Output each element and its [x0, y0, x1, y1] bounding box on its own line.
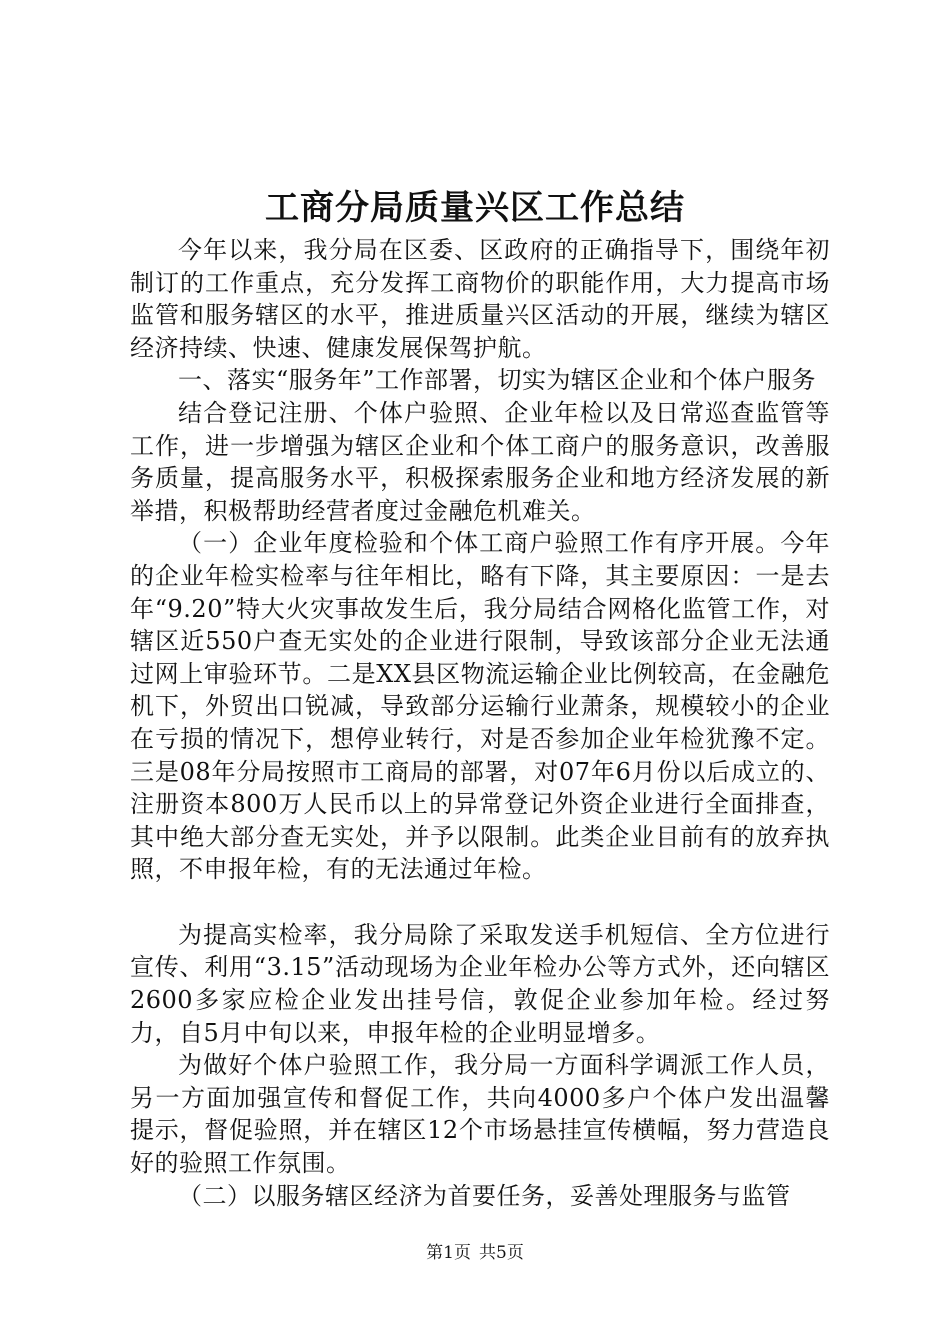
page-footer	[0, 1242, 950, 1264]
paragraph-service-overview: 结合登记注册、个体户验照、企业年检以及日常巡查监管等工作，进一步增强为辖区企业和个体工商户的服务意识，改善服务质量，提高服务水平，积极探索服务企业和地方经济发展的新举措，积极帮助经营者度过金融危机难关。	[130, 398, 830, 525]
paragraph-intro: 今年以来，我分局在区委、区政府的正确指导下，围绕年初制订的工作重点，充分发挥工商物价的职能作用，大力提高市场监管和服务辖区的水平，推进质量兴区活动的开展，继续为辖区经济持续、快速、健康发展保驾护航。	[130, 236, 830, 362]
document-body	[130, 234, 830, 1212]
page-number: 第1页	[426, 1243, 471, 1263]
page-total: 共5页	[479, 1243, 524, 1263]
paragraph-inspection-rate: 为提高实检率，我分局除了采取发送手机短信、全方位进行宣传、利用“3.15”活动现场为企业年检办公等方式外，还向辖区2600多家应检企业发出挂号信，敦促企业参加年检。经过努力，自5月中旬以来，申报年检的企业明显增多。	[130, 920, 830, 1047]
paragraph-annual-inspection: （一）企业年度检验和个体工商户验照工作有序开展。今年的企业年检实检率与往年相比，略有下降，其主要原因：一是去年“9.20”特大火灾事故发生后，我分局结合网格化监管工作，对辖区近550户查无实处的企业进行限制，导致该部分企业无法通过网上审验环节。二是XX县区物流运输企业比例较高，在金融危机下，外贸出口锐减，导致部分运输行业萧条，规模较小的企业在亏损的情况下，想停业转行，对是否参加企业年检犹豫不定。三是08年分局按照市工商局的部署，对07年6月份以后成立的、注册资本800万人民币以上的异常登记外资企业进行全面排查，其中绝大部分查无实处，并予以限制。此类企业目前有的放弃执照，不申报年检，有的无法通过年检。	[130, 529, 830, 884]
section-heading-1: 一、落实“服务年”工作部署，切实为辖区企业和个体户服务	[178, 366, 817, 395]
paragraph-license-check: 为做好个体户验照工作，我分局一方面科学调派工作人员，另一方面加强宣传和督促工作，共向4000多户个体户发出温馨提示，督促验照，并在辖区12个市场悬挂宣传横幅，努力营造良好的验照工作氛围。	[130, 1051, 830, 1178]
document-title: 工商分局质量兴区工作总结	[265, 188, 685, 228]
subsection-heading-2: （二）以服务辖区经济为首要任务，妥善处理服务与监管	[178, 1181, 791, 1210]
